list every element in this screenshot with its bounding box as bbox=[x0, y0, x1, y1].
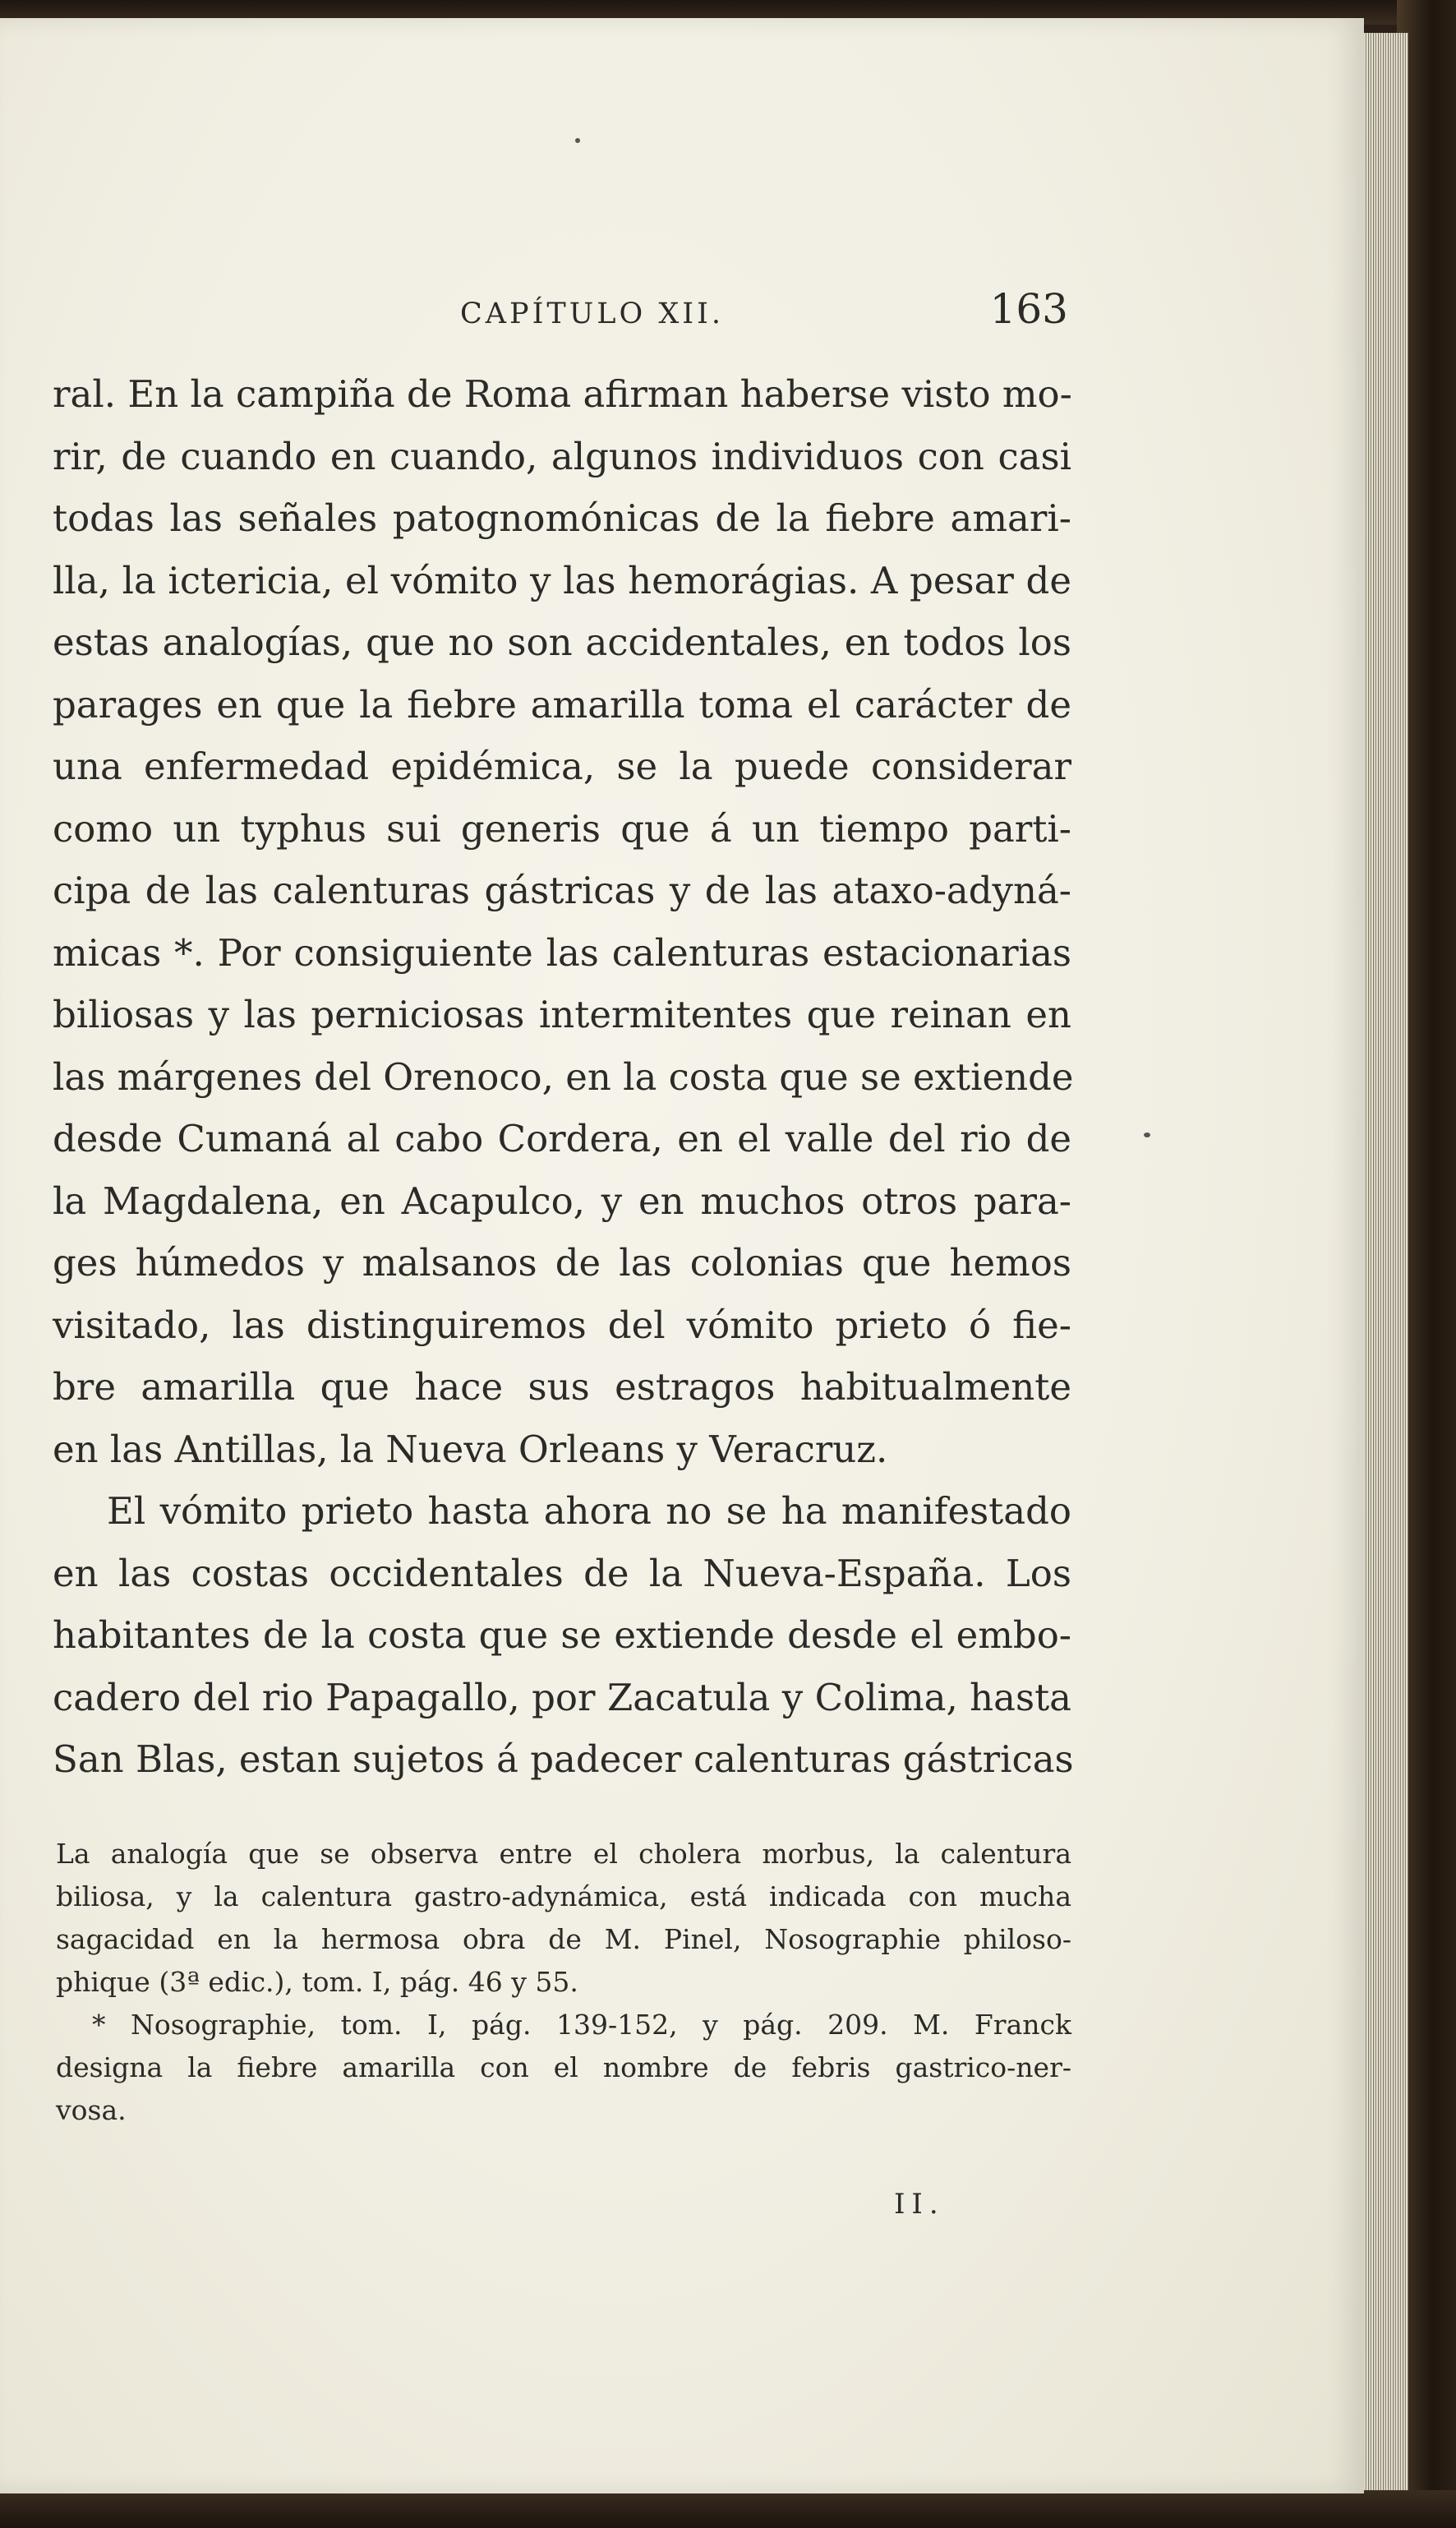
running-head bbox=[49, 285, 1068, 339]
text-line: en las Antillas, la Nueva Orleans y Veracruz. bbox=[53, 1427, 888, 1471]
text-line: ges húmedos y malsanos de las colonias que hemos bbox=[53, 1241, 1071, 1285]
text-line: rir, de cuando en cuando, algunos individuos con casi bbox=[53, 434, 1071, 478]
text-line: estas analogías, que no son accidentales, en todos los bbox=[53, 620, 1071, 664]
ink-speck bbox=[1144, 1133, 1150, 1137]
chapter-heading: CAPÍTULO XII. bbox=[460, 298, 725, 330]
footnote-line: La analogía que se observa entre el cholera morbus, la calentura bbox=[56, 1838, 1071, 1870]
signature-mark: II. bbox=[894, 2188, 945, 2221]
text-line: una enfermedad epidémica, se la puede considerar bbox=[53, 745, 1071, 788]
footnote-line: biliosa, y la calentura gastro-adynámica, está indicada con mucha bbox=[56, 1880, 1071, 1912]
book-binding-bottom bbox=[0, 2490, 1456, 2528]
footnote-line: * Nosographie, tom. I, pág. 139-152, y pág. 209. M. Franck bbox=[92, 2009, 1071, 2041]
footnote-line: phique (3ª edic.), tom. I, pág. 46 y 55. bbox=[56, 1966, 578, 1998]
text-line: habitantes de la costa que se extiende desde el embo- bbox=[53, 1613, 1071, 1657]
text-line: biliosas y las perniciosas intermitentes que reinan en bbox=[53, 993, 1071, 1036]
text-line: como un typhus sui generis que á un tiempo parti- bbox=[53, 806, 1071, 851]
text-line: cadero del rio Papagallo, por Zacatula y Colima, hasta bbox=[53, 1675, 1071, 1719]
text-line: las márgenes del Orenoco, en la costa que se extiende bbox=[53, 1054, 1074, 1099]
ink-speck bbox=[575, 138, 580, 143]
body-text bbox=[53, 363, 1074, 1791]
text-line: la Magdalena, en Acapulco, y en muchos otros para- bbox=[53, 1179, 1071, 1223]
text-line: desde Cumaná al cabo Cordera, en el valle del rio de bbox=[53, 1117, 1071, 1160]
text-line: cipa de las calenturas gástricas y de las ataxo-adyná- bbox=[53, 869, 1071, 912]
text-line: micas *. Por consiguiente las calenturas estacionarias bbox=[53, 930, 1071, 975]
book-page bbox=[0, 18, 1364, 2493]
text-line: en las costas occidentales de la Nueva-España. Los bbox=[53, 1551, 1071, 1595]
footnote-line: designa la fiebre amarilla con el nombre de febris gastrico-ner- bbox=[56, 2051, 1071, 2083]
text-line: lla, la ictericia, el vómito y las hemorágias. A pesar de bbox=[53, 558, 1071, 602]
text-line: ral. En la campiña de Roma afirman haberse visto mo- bbox=[53, 372, 1072, 416]
footnotes bbox=[56, 1833, 1071, 2132]
footnote-line: vosa. bbox=[56, 2094, 127, 2126]
text-line: visitado, las distinguiremos del vómito prieto ó fie- bbox=[53, 1303, 1071, 1347]
page-number: 163 bbox=[989, 285, 1068, 333]
text-line: parages en que la fiebre amarilla toma el carácter de bbox=[53, 682, 1071, 727]
text-line: bre amarilla que hace sus estragos habitualmente bbox=[53, 1365, 1071, 1409]
text-line: todas las señales patognomónicas de la fiebre amari- bbox=[53, 496, 1071, 540]
footnote-line: sagacidad en la hermosa obra de M. Pinel, Nosographie philoso- bbox=[56, 1923, 1071, 1955]
text-line: El vómito prieto hasta ahora no se ha manifestado bbox=[107, 1489, 1071, 1533]
text-line: San Blas, estan sujetos á padecer calenturas gástricas bbox=[53, 1737, 1074, 1781]
